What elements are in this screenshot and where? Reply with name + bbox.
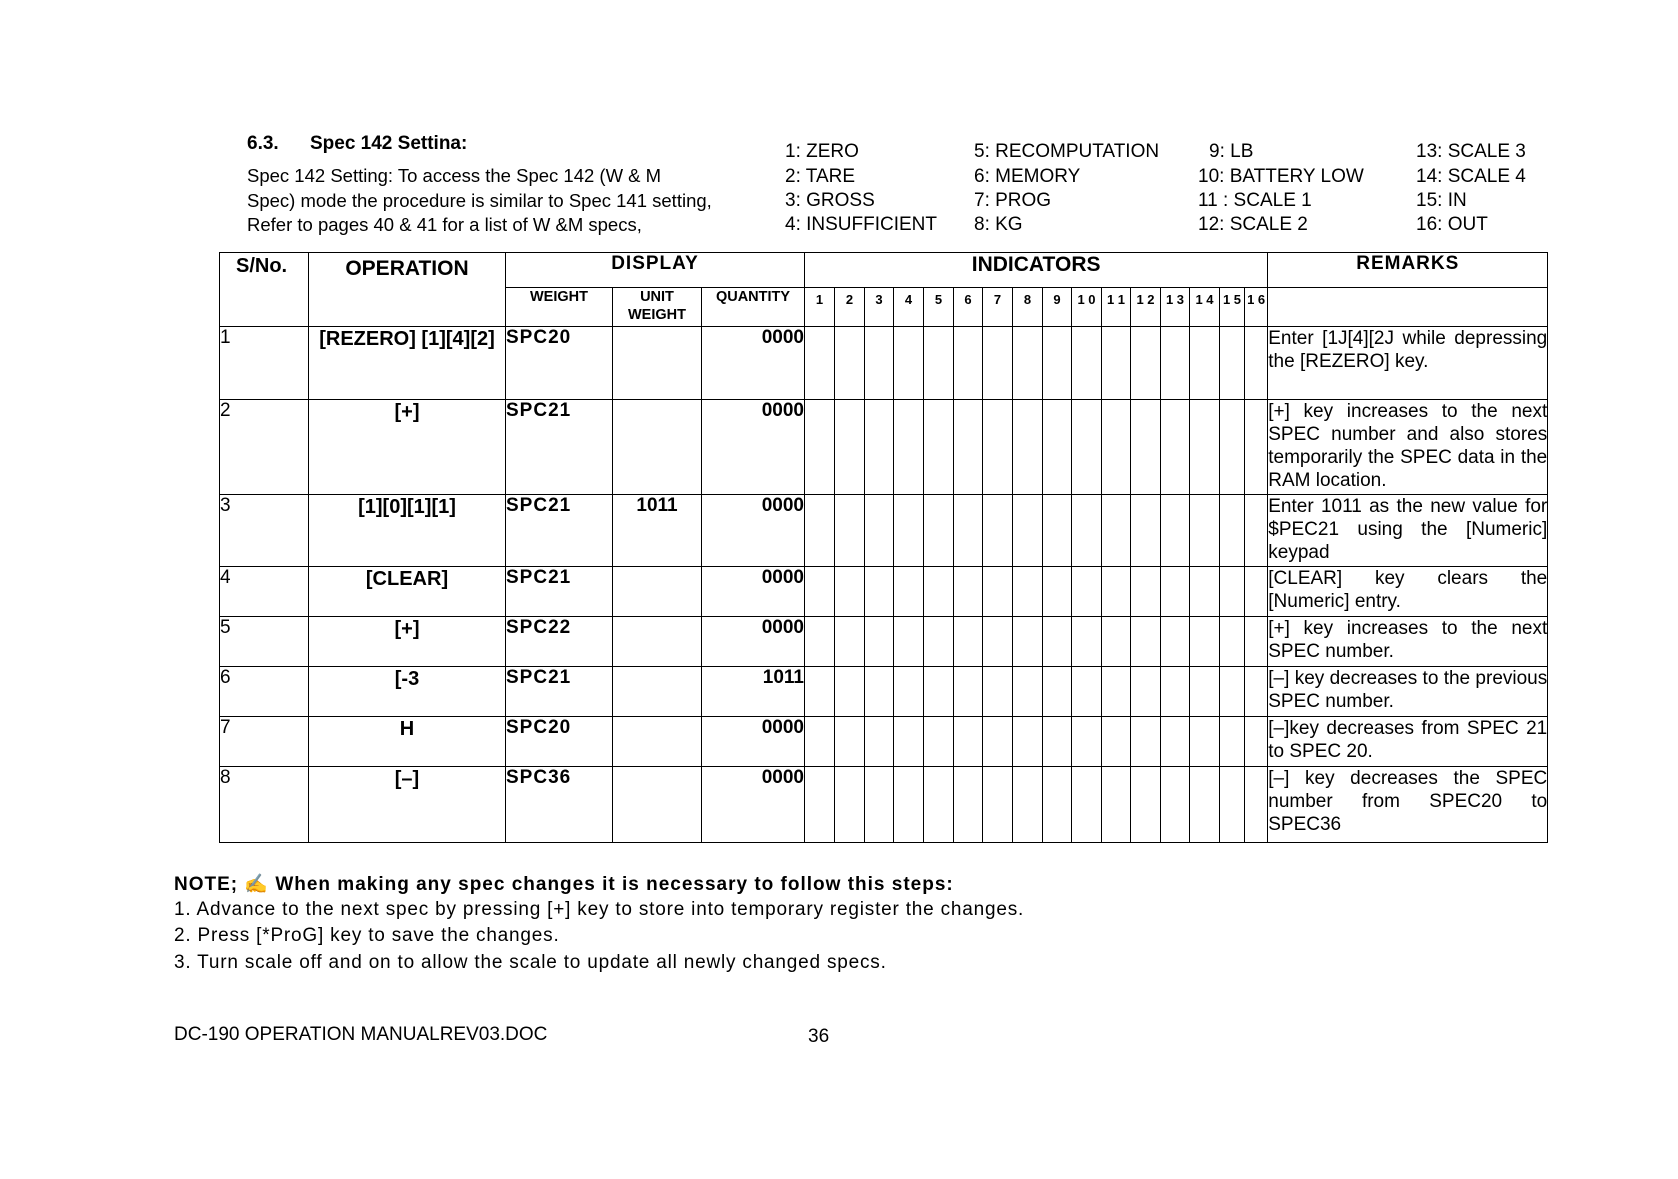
cell-indicator: [983, 617, 1013, 667]
cell-unit-weight: [613, 327, 702, 400]
cell-indicator: [1131, 327, 1161, 400]
indicator-number: 1 3: [1161, 288, 1190, 327]
cell-indicator: [1161, 717, 1190, 767]
section-title-text: Spec 142 Settina:: [309, 133, 468, 154]
cell-indicator: [954, 495, 983, 567]
cell-indicator: [894, 400, 924, 495]
cell-operation: [-3: [309, 667, 506, 717]
cell-indicator: [1220, 327, 1245, 400]
legend-item: 5: RECOMPUTATION: [974, 141, 1160, 162]
cell-indicator: [1131, 400, 1161, 495]
cell-indicator: [865, 567, 894, 617]
cell-indicator: [924, 495, 954, 567]
cell-indicator: [835, 617, 865, 667]
cell-indicator: [924, 327, 954, 400]
header-operation: OPERATION: [309, 253, 506, 327]
cell-indicator: [1190, 327, 1220, 400]
header-remarks-blank: [1268, 288, 1548, 327]
cell-indicator: [835, 400, 865, 495]
cell-remarks: Enter [1J[4][2J while depressing the [REZERO] key.: [1268, 327, 1548, 400]
indicator-number: 1 4: [1190, 288, 1220, 327]
cell-indicator: [1245, 667, 1268, 717]
cell-remarks: [–] key decreases the SPEC number from SPEC20 to SPEC36: [1268, 767, 1548, 843]
cell-indicator: [983, 327, 1013, 400]
cell-indicator: [1043, 567, 1072, 617]
cell-sno: 3: [220, 495, 309, 567]
legend-item: 4: INSUFFICIENT: [785, 214, 938, 235]
table-body: [220, 327, 1548, 843]
indicator-number: 3: [865, 288, 894, 327]
cell-unit-weight: [613, 617, 702, 667]
indicator-number: 1: [805, 288, 835, 327]
cell-indicator: [865, 667, 894, 717]
cell-quantity: 1011: [702, 667, 805, 717]
indicator-number: 4: [894, 288, 924, 327]
cell-indicator: [835, 717, 865, 767]
cell-indicator: [865, 327, 894, 400]
cell-indicator: [1072, 617, 1102, 667]
indicator-number: 1 2: [1131, 288, 1161, 327]
cell-indicator: [835, 567, 865, 617]
cell-sno: 5: [220, 617, 309, 667]
cell-indicator: [1043, 667, 1072, 717]
cell-operation: [CLEAR]: [309, 567, 506, 617]
cell-indicator: [924, 667, 954, 717]
cell-indicator: [1131, 667, 1161, 717]
cell-indicator: [805, 327, 835, 400]
header-indicators: INDICATORS: [805, 253, 1268, 288]
cell-indicator: [954, 767, 983, 843]
cell-indicator: [1161, 495, 1190, 567]
cell-indicator: [1190, 717, 1220, 767]
cell-indicator: [1190, 767, 1220, 843]
cell-operation: [+]: [309, 400, 506, 495]
cell-indicator: [1102, 567, 1131, 617]
cell-indicator: [805, 667, 835, 717]
cell-indicator: [1072, 495, 1102, 567]
cell-indicator: [865, 495, 894, 567]
legend-item: 8: KG: [974, 214, 1023, 235]
cell-indicator: [805, 495, 835, 567]
cell-sno: 1: [220, 327, 309, 400]
cell-indicator: [1102, 617, 1131, 667]
cell-unit-weight: [613, 717, 702, 767]
header-remarks: REMARKS: [1268, 253, 1548, 288]
cell-indicator: [1190, 495, 1220, 567]
cell-indicator: [1220, 767, 1245, 843]
cell-indicator: [1013, 667, 1043, 717]
cell-indicator: [835, 327, 865, 400]
cell-operation: [1][0][1][1]: [309, 495, 506, 567]
cell-indicator: [1190, 400, 1220, 495]
cell-indicator: [1220, 717, 1245, 767]
cell-indicator: [1245, 400, 1268, 495]
cell-remarks: Enter 1011 as the new value for $PEC21 using the [Numeric] keypad: [1268, 495, 1548, 567]
cell-indicator: [894, 717, 924, 767]
cell-indicator: [1013, 400, 1043, 495]
cell-indicator: [835, 495, 865, 567]
cell-indicator: [1102, 495, 1131, 567]
cell-indicator: [1161, 567, 1190, 617]
table-row: [220, 567, 1548, 617]
cell-indicator: [1131, 717, 1161, 767]
cell-indicator: [1245, 617, 1268, 667]
cell-indicator: [805, 767, 835, 843]
cell-quantity: 0000: [702, 617, 805, 667]
cell-indicator: [805, 567, 835, 617]
cell-indicator: [924, 617, 954, 667]
cell-indicator: [1102, 767, 1131, 843]
legend-item: 3: GROSS: [785, 190, 875, 211]
indicator-number: 1 5: [1220, 288, 1245, 327]
cell-indicator: [1161, 767, 1190, 843]
cell-indicator: [894, 767, 924, 843]
cell-unit-weight: 1011: [613, 495, 702, 567]
cell-indicator: [1013, 717, 1043, 767]
cell-indicator: [1220, 667, 1245, 717]
cell-indicator: [983, 567, 1013, 617]
cell-indicator: [1102, 717, 1131, 767]
cell-indicator: [1013, 767, 1043, 843]
cell-indicator: [1161, 617, 1190, 667]
cell-indicator: [1043, 617, 1072, 667]
indicator-number: 5: [924, 288, 954, 327]
cell-sno: 4: [220, 567, 309, 617]
note-step: 1. Advance to the next spec by pressing [+] key to store into temporary register the changes.: [174, 899, 1025, 920]
cell-indicator: [924, 400, 954, 495]
table-row: [220, 767, 1548, 843]
cell-indicator: [954, 400, 983, 495]
cell-indicator: [1013, 327, 1043, 400]
cell-unit-weight: [613, 400, 702, 495]
cell-weight: SPC20: [506, 717, 613, 767]
cell-indicator: [865, 400, 894, 495]
section-line-1: Spec 142 Setting: To access the Spec 142 (W & M: [247, 165, 662, 186]
cell-indicator: [924, 567, 954, 617]
cell-indicator: [805, 717, 835, 767]
cell-unit-weight: [613, 767, 702, 843]
cell-sno: 8: [220, 767, 309, 843]
cell-weight: SPC21: [506, 495, 613, 567]
cell-indicator: [1013, 617, 1043, 667]
cell-indicator: [1220, 400, 1245, 495]
indicator-number: 1 1: [1102, 288, 1131, 327]
cell-indicator: [983, 767, 1013, 843]
legend-item: 7: PROG: [974, 190, 1052, 211]
cell-quantity: 0000: [702, 400, 805, 495]
cell-indicator: [1245, 717, 1268, 767]
cell-quantity: 0000: [702, 495, 805, 567]
cell-indicator: [1190, 667, 1220, 717]
cell-operation: [+]: [309, 617, 506, 667]
cell-remarks: [–] key decreases to the previous SPEC number.: [1268, 667, 1548, 717]
legend-item: 12: SCALE 2: [1198, 214, 1308, 235]
table-row: [220, 495, 1548, 567]
table-row: [220, 717, 1548, 767]
cell-quantity: 0000: [702, 767, 805, 843]
indicator-number: 1 6: [1245, 288, 1268, 327]
cell-indicator: [1013, 567, 1043, 617]
cell-indicator: [1072, 767, 1102, 843]
table-row: [220, 400, 1548, 495]
spec-table: [219, 252, 1548, 843]
legend-item: 6: MEMORY: [974, 166, 1081, 187]
indicator-number: 7: [983, 288, 1013, 327]
cell-indicator: [894, 495, 924, 567]
footer-doc-name: DC-190 OPERATION MANUALREV03.DOC: [174, 1024, 548, 1045]
cell-indicator: [1131, 767, 1161, 843]
cell-indicator: [1043, 717, 1072, 767]
cell-indicator: [865, 767, 894, 843]
cell-indicator: [1072, 567, 1102, 617]
legend-item: 13: SCALE 3: [1416, 141, 1526, 162]
cell-unit-weight: [613, 567, 702, 617]
cell-indicator: [1072, 717, 1102, 767]
cell-indicator: [894, 327, 924, 400]
cell-sno: 7: [220, 717, 309, 767]
cell-indicator: [894, 667, 924, 717]
legend-item: 11 : SCALE 1: [1198, 190, 1312, 211]
cell-indicator: [1072, 400, 1102, 495]
cell-indicator: [1131, 495, 1161, 567]
indicator-number: 9: [1043, 288, 1072, 327]
cell-weight: SPC21: [506, 667, 613, 717]
header-quantity: QUANTITY: [702, 288, 805, 327]
legend-item: 9: LB: [1209, 141, 1254, 162]
cell-indicator: [1220, 567, 1245, 617]
cell-indicator: [1131, 617, 1161, 667]
cell-weight: SPC20: [506, 327, 613, 400]
cell-weight: SPC21: [506, 567, 613, 617]
legend-item: 15: IN: [1416, 190, 1467, 211]
cell-indicator: [1245, 567, 1268, 617]
cell-operation: H: [309, 717, 506, 767]
cell-indicator: [865, 617, 894, 667]
cell-operation: [REZERO] [1][4][2]: [309, 327, 506, 400]
cell-indicator: [1072, 667, 1102, 717]
cell-indicator: [894, 567, 924, 617]
cell-weight: SPC36: [506, 767, 613, 843]
cell-indicator: [1043, 767, 1072, 843]
cell-remarks: [+] key increases to the next SPEC number.: [1268, 617, 1548, 667]
cell-indicator: [1043, 400, 1072, 495]
cell-indicator: [1013, 495, 1043, 567]
indicator-number: 1 0: [1072, 288, 1102, 327]
cell-indicator: [1245, 495, 1268, 567]
legend-item: 2: TARE: [785, 166, 856, 187]
header-sno: S/No.: [220, 253, 309, 327]
section-line-2: Spec) mode the procedure is similar to Spec 141 setting,: [247, 190, 712, 211]
cell-indicator: [1102, 327, 1131, 400]
cell-weight: SPC22: [506, 617, 613, 667]
table-row: [220, 617, 1548, 667]
cell-indicator: [894, 617, 924, 667]
cell-indicator: [983, 400, 1013, 495]
cell-indicator: [954, 717, 983, 767]
cell-remarks: [+] key increases to the next SPEC number and also stores temporarily the SPEC data in the RAM location.: [1268, 400, 1548, 495]
cell-indicator: [1190, 617, 1220, 667]
cell-remarks: [–]key decreases from SPEC 21 to SPEC 20.: [1268, 717, 1548, 767]
indicator-number: 6: [954, 288, 983, 327]
table-row: [220, 327, 1548, 400]
cell-quantity: 0000: [702, 567, 805, 617]
cell-indicator: [805, 400, 835, 495]
cell-indicator: [865, 717, 894, 767]
cell-indicator: [1072, 327, 1102, 400]
cell-indicator: [1043, 495, 1072, 567]
cell-indicator: [954, 567, 983, 617]
section-title: [247, 133, 467, 155]
cell-unit-weight: [613, 667, 702, 717]
note-heading: NOTE; ✍ When making any spec changes it is necessary to follow this steps:: [174, 874, 954, 895]
note-step: 2. Press [*ProG] key to save the changes.: [174, 925, 560, 946]
cell-indicator: [1161, 667, 1190, 717]
cell-indicator: [1245, 767, 1268, 843]
cell-indicator: [1220, 495, 1245, 567]
header-weight: WEIGHT: [506, 288, 613, 327]
cell-sno: 2: [220, 400, 309, 495]
section-line-3: Refer to pages 40 & 41 for a list of W &M specs,: [247, 214, 642, 235]
cell-indicator: [1043, 327, 1072, 400]
cell-quantity: 0000: [702, 327, 805, 400]
cell-indicator: [983, 667, 1013, 717]
cell-indicator: [954, 667, 983, 717]
cell-indicator: [1102, 667, 1131, 717]
cell-indicator: [983, 717, 1013, 767]
cell-indicator: [1161, 327, 1190, 400]
indicator-number: 2: [835, 288, 865, 327]
indicator-number: 8: [1013, 288, 1043, 327]
cell-sno: 6: [220, 667, 309, 717]
legend-item: 14: SCALE 4: [1416, 166, 1526, 187]
cell-indicator: [1102, 400, 1131, 495]
table-row: [220, 667, 1548, 717]
cell-indicator: [954, 327, 983, 400]
legend-item: 16: OUT: [1416, 214, 1488, 235]
cell-indicator: [805, 617, 835, 667]
header-unit-weight: UNIT WEIGHT: [613, 288, 702, 327]
cell-indicator: [835, 767, 865, 843]
cell-indicator: [1131, 567, 1161, 617]
cell-indicator: [954, 617, 983, 667]
cell-indicator: [983, 495, 1013, 567]
cell-quantity: 0000: [702, 717, 805, 767]
section-number: 6.3.: [247, 133, 279, 154]
cell-indicator: [1220, 617, 1245, 667]
header-display: DISPLAY: [506, 253, 805, 288]
legend-item: 10: BATTERY LOW: [1198, 166, 1364, 187]
page-number: 36: [808, 1026, 830, 1047]
cell-indicator: [1190, 567, 1220, 617]
cell-indicator: [1161, 400, 1190, 495]
cell-indicator: [924, 767, 954, 843]
cell-weight: SPC21: [506, 400, 613, 495]
cell-remarks: [CLEAR] key clears the [Numeric] entry.: [1268, 567, 1548, 617]
cell-indicator: [835, 667, 865, 717]
cell-indicator: [1245, 327, 1268, 400]
cell-indicator: [924, 717, 954, 767]
cell-operation: [–]: [309, 767, 506, 843]
note-step: 3. Turn scale off and on to allow the scale to update all newly changed specs.: [174, 952, 887, 973]
legend-item: 1: ZERO: [785, 141, 859, 162]
